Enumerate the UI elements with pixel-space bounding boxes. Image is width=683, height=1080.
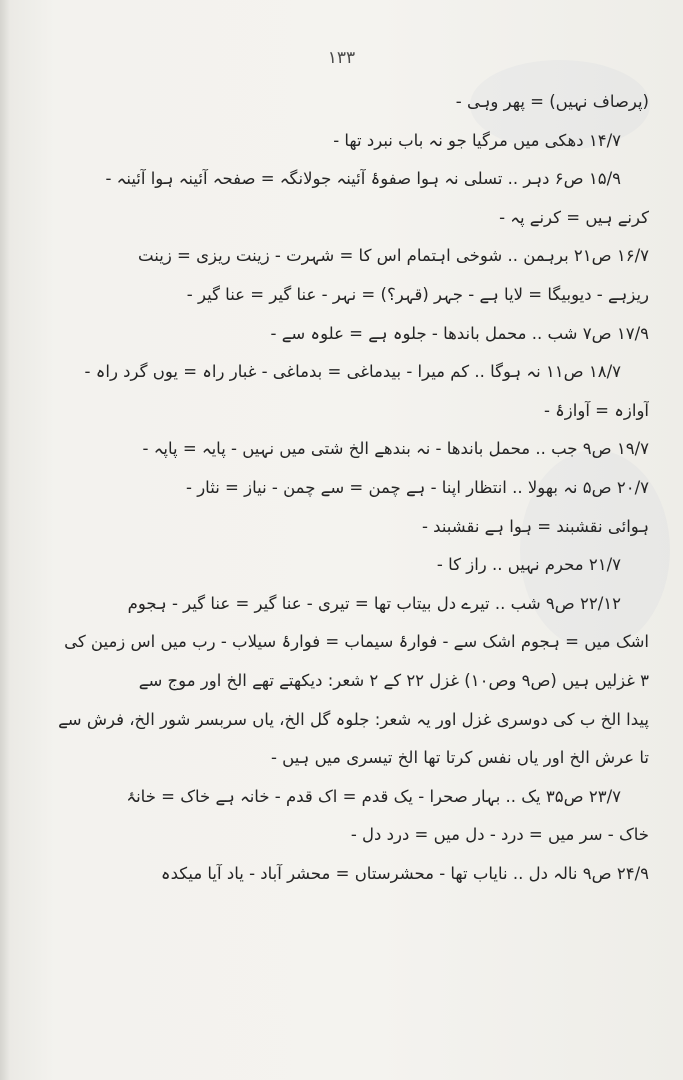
text-line: ۲۰/۷ ص۵ نہ بھولا .. انتظار اپنا - ہے چمن = سے چمن - نیاز = نثار - [186,477,649,497]
text-line: ۱۴/۷ دھکی میں مرگیا جو نہ باب نبرد تھا - [333,130,621,150]
text-line: ۲۱/۷ محرم نہیں .. راز کا - [436,555,621,575]
text-line: ریزہے - دیوبیگا = لایا ہے - جہر (قہر؟) = نہر - عنا گیر = عنا گیر - [186,284,649,304]
text-line: ہوائی نقشبند = ہوا ہے نقشبند - [421,516,649,536]
text-line: ۱۸/۷ ص۱۱ نہ ہوگا .. کم میرا - بیدماغی = بدماغی - غبار راہ = یوں گرد راہ - [84,362,621,382]
text-line: خاک - سر میں = درد - دل میں = درد دل - [350,825,649,845]
page-number: ۱۳۳ [327,48,356,68]
text-line: کرنے ہیں = کرنے پہ - [499,207,649,227]
text-line: ۱۶/۷ ص۲۱ برہمن .. شوخی اہتمام اس کا = شہرت - زینت ریزی = زینت [138,246,649,266]
text-line: آوازہ = آوازۂ - [543,400,649,420]
text-line: ۲۳/۷ ص۳۵ یک .. بہار صحرا - یک قدم = اک قدم - خانہ ہے خاک = خانۂ [126,786,621,806]
text-line: تا عرش الخ اور یاں نفس کرتا تھا الخ تیسری میں ہیں - [270,748,649,768]
text-line: ۱۵/۹ ص۶ دہر .. تسلی نہ ہوا صفوۂ آئینہ جولانگہ = صفحہ آئینہ ہوا آئینہ - [105,169,621,189]
text-line: ۲۴/۹ ص۹ نالہ دل .. نایاب تھا - محشرستاں = محشر آباد - یاد آیا میکدہ [160,863,649,883]
text-line: (پرصاف نہیں) = پھر وہی - [455,92,649,111]
text-line: ۱۷/۹ ص۷ شب .. محمل باندھا - جلوہ ہے = علوہ سے - [270,323,649,343]
text-line: ۳ غزلیں ہیں (ص۹ وص۱۰) غزل ۲۲ کے ۲ شعر: دیکھتے تھے الخ اور موج سے [138,670,649,690]
manuscript-text [49,92,649,902]
binding-shadow [0,0,10,1080]
text-line: اشک میں = ہجوم اشک سے - فوارۂ سیماب = فوارۂ سیلاب - رب میں اس زمین کی [64,632,649,652]
text-line: پیدا الخ ب کی دوسری غزل اور یہ شعر: جلوہ گل الخ، یاں سربسر شور الخ، فرش سے [58,709,649,729]
text-line: ۲۲/۱۲ ص۹ شب .. تیرے دل بیتاب تھا = تیری - عنا گیر = عنا گیر - ہجوم [127,593,621,613]
text-line: ۱۹/۷ ص۹ جب .. محمل باندھا - نہ بندھے الخ شتی میں نہیں - پایہ = پاپہ - [142,439,649,459]
